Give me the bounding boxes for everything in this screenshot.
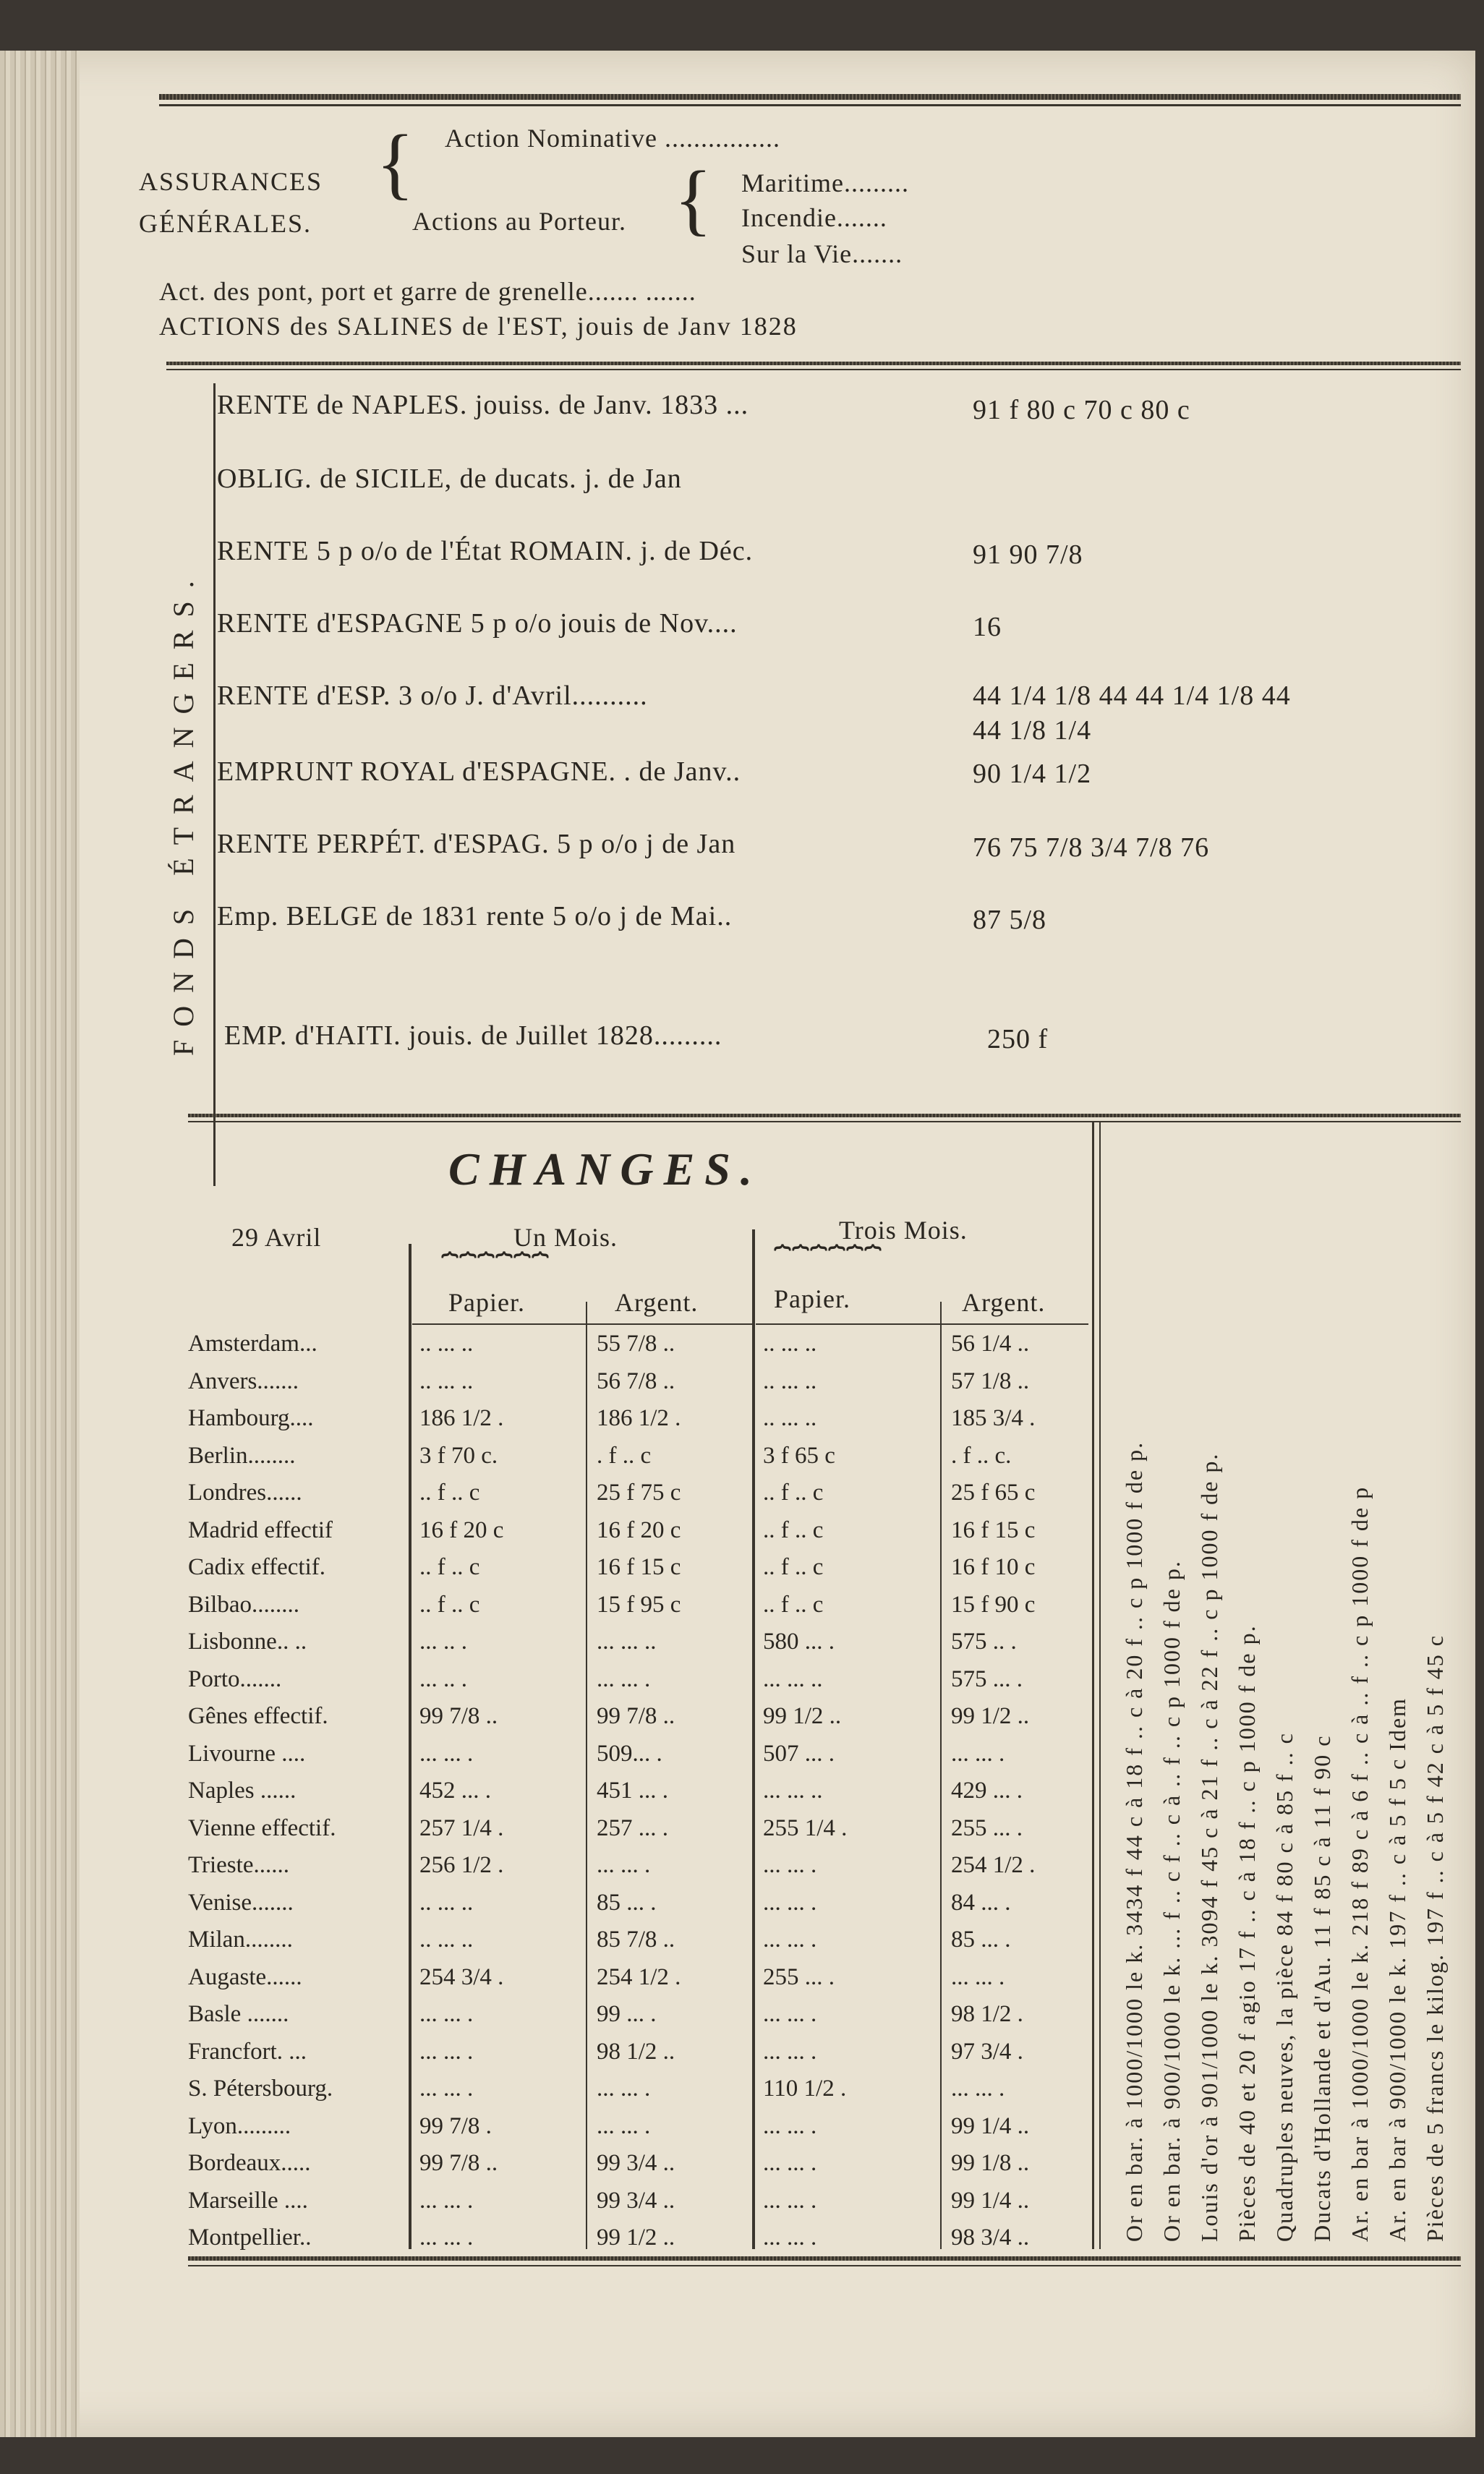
metal-line: Or en bar. à 1000/1000 le k. 3434 f 44 c à 18 f .. c à 20 f .. c p 1000 f de p. [1121,1441,1147,2242]
rate-papier-1: 99 7/8 . [419,2112,492,2139]
rate-papier-3: ... ... . [763,2187,817,2214]
rate-city: Madrid effectif [188,1517,333,1543]
changes-top-thin [188,1121,1461,1122]
rate-city: Bilbao........ [188,1591,299,1618]
rate-city: Venise....... [188,1889,294,1916]
rate-papier-3: .. ... .. [763,1368,817,1394]
sub-maritime: Maritime......... [741,169,909,197]
metal-line: Ar. en bar à 1000/1000 le k. 218 f 89 c à 6 f .. c à .. f .. c p 1000 f de p [1347,1485,1373,2242]
rate-papier-3: ... ... . [763,2112,817,2139]
rate-papier-1: .. ... .. [419,1368,474,1394]
fonds-row-1-name: RENTE de NAPLES. jouiss. de Janv. 1833 ... [217,390,749,420]
metal-line: Louis d'or à 901/1000 le k. 3094 f 45 c à 21 f .. c à 22 f .. c p 1000 f de p. [1196,1452,1222,2242]
brace-porteur: { [674,155,713,243]
rate-city: Anvers....... [188,1368,299,1394]
rate-papier-3: ... ... . [763,1889,817,1916]
rate-argent-1: 55 7/8 .. [597,1331,675,1357]
sub-incendie: Incendie....... [741,203,887,232]
rate-papier-1: .. f .. c [419,1480,480,1506]
rate-city: Livourne .... [188,1740,306,1767]
rate-papier-1: 99 7/8 .. [419,1703,498,1729]
fonds-row-9-name: EMP. d'HAITI. jouis. de Juillet 1828......... [224,1020,722,1051]
rate-papier-3: 255 ... . [763,1963,835,1990]
rate-city: Berlin........ [188,1442,296,1469]
rate-argent-3: 98 3/4 .. [951,2225,1030,2251]
rate-argent-1: 451 ... . [597,1778,668,1804]
rate-argent-1: ... ... . [597,1852,651,1878]
rate-papier-3: .. ... .. [763,1405,817,1431]
rate-papier-3: ... ... . [763,1927,817,1953]
rate-argent-1: 99 3/4 .. [597,2187,675,2214]
rate-argent-1: 99 ... . [597,2001,657,2027]
rate-argent-3: 99 1/2 .. [951,1703,1030,1729]
rate-papier-1: 256 1/2 . [419,1852,504,1878]
col-sep-1 [409,1244,411,2249]
rate-argent-3: 85 ... . [951,1927,1011,1953]
rate-argent-1: ... ... . [597,2076,651,2102]
rate-papier-1: ... .. . [419,1629,467,1655]
rate-argent-3: 98 1/2 . [951,2001,1023,2027]
rate-argent-3: 97 3/4 . [951,2038,1023,2065]
rate-argent-3: . f .. c. [951,1442,1012,1469]
rate-argent-3: 185 3/4 . [951,1405,1036,1431]
rate-argent-1: 15 f 95 c [597,1591,681,1618]
rate-argent-1: . f .. c [597,1442,652,1469]
action-nominative: Action Nominative ................ [445,124,780,153]
metal-line: Quadruples neuves, la pièce 84 f 80 c à 85 f .. c [1271,1732,1297,2242]
rate-argent-3: 254 1/2 . [951,1852,1036,1878]
rate-argent-1: ... ... . [597,1665,651,1692]
rate-papier-1: 99 7/8 .. [419,2150,498,2176]
rate-city: Augaste...... [188,1963,302,1990]
rate-papier-3: .. f .. c [763,1517,824,1543]
rate-city: Milan........ [188,1927,293,1953]
un-mois-header: Un Mois. [513,1223,618,1252]
fonds-row-6-value: 90 1/4 1/2 [973,759,1092,789]
assurances-label: ASSURANCES [139,167,323,196]
rate-papier-1: 16 f 20 c [419,1517,504,1543]
rate-papier-3: 580 ... . [763,1629,835,1655]
rate-argent-1: 257 ... . [597,1814,668,1841]
metal-line: Pièces de 5 francs le kilog. 197 f .. c à 5 f 42 c à 5 f 45 c [1422,1634,1448,2242]
rate-city: Francfort. ... [188,2038,307,2065]
rate-city: Montpellier.. [188,2225,312,2251]
rate-papier-1: 186 1/2 . [419,1405,504,1431]
header-under-rule-1 [412,1323,752,1325]
top-thin-rule [159,104,1461,106]
rate-argent-3: 99 1/4 .. [951,2112,1030,2139]
rate-papier-1: 254 3/4 . [419,1963,504,1990]
rate-papier-1: .. ... .. [419,1331,474,1357]
rate-papier-3: .. f .. c [763,1554,824,1580]
rate-papier-1: 452 ... . [419,1778,491,1804]
rate-city: Lyon......... [188,2112,291,2139]
rate-argent-3: ... ... . [951,1740,1005,1767]
rate-argent-1: 25 f 75 c [597,1480,681,1506]
rate-papier-3: 507 ... . [763,1740,835,1767]
rate-argent-3: 255 ... . [951,1814,1023,1841]
bottom-thin-rule [188,2265,1461,2266]
act-pont: Act. des pont, port et garre de grenelle....... ....... [159,277,696,306]
rate-argent-1: 85 7/8 .. [597,1927,675,1953]
trois-mois-header: Trois Mois. [839,1216,968,1245]
rate-papier-3: ... ... . [763,2001,817,2027]
rate-papier-1: .. f .. c [419,1591,480,1618]
metal-line: Ar. en bar à 900/1000 le k. 197 f .. c à 5 f 5 c Idem [1384,1697,1410,2242]
rate-argent-1: 16 f 20 c [597,1517,681,1543]
rate-papier-1: ... ... . [419,2038,474,2065]
rate-papier-3: 110 1/2 . [763,2076,847,2102]
rate-argent-1: 99 3/4 .. [597,2150,675,2176]
fonds-row-5-value: 44 1/4 1/8 44 44 1/4 1/8 44 [973,681,1291,711]
rate-city: Trieste...... [188,1852,289,1878]
rate-papier-3: 3 f 65 c [763,1442,835,1469]
changes-title: CHANGES. [448,1143,762,1195]
rate-argent-1: 99 7/8 .. [597,1703,675,1729]
rate-argent-3: ... ... . [951,1963,1005,1990]
rate-argent-3: 99 1/4 .. [951,2187,1030,2214]
rate-argent-3: 575 .. . [951,1629,1017,1655]
rate-papier-3: 255 1/4 . [763,1814,848,1841]
fonds-row-9-value: 250 f [987,1024,1049,1054]
papier-3-header: Papier. [774,1284,850,1313]
rate-city: Londres...... [188,1480,302,1506]
fonds-left-rule [213,383,216,1186]
rate-city: Amsterdam... [188,1331,317,1357]
rate-papier-1: ... .. . [419,1665,467,1692]
rate-argent-1: 186 1/2 . [597,1405,681,1431]
rate-city: Hambourg.... [188,1405,314,1431]
fonds-row-4-value: 16 [973,612,1002,642]
rate-argent-3: 56 1/4 .. [951,1331,1030,1357]
brace-left: { [376,119,415,207]
papier-1-header: Papier. [448,1288,525,1317]
col-sep-3 [752,1229,755,2249]
generales-label: GÉNÉRALES. [139,209,312,238]
rate-papier-1: 257 1/4 . [419,1814,504,1841]
fonds-row-5-name: RENTE d'ESP. 3 o/o J. d'Avril.......... [217,681,648,711]
rate-argent-3: 57 1/8 .. [951,1368,1030,1394]
rate-papier-1: ... ... . [419,2076,474,2102]
bottom-rule [188,2256,1461,2261]
rate-papier-1: ... ... . [419,2187,474,2214]
rate-papier-1: ... ... . [419,2225,474,2251]
col-sep-metals-1 [1092,1121,1094,2249]
rate-city: Porto....... [188,1665,282,1692]
rate-papier-1: ... ... . [419,2001,474,2027]
rate-argent-1: 99 1/2 .. [597,2225,675,2251]
actions-porteur: Actions au Porteur. [412,207,626,236]
rate-city: Vienne effectif. [188,1814,336,1841]
rate-argent-1: ... ... .. [597,1629,657,1655]
rate-papier-3: ... ... .. [763,1665,823,1692]
col-sep-metals-2 [1099,1121,1101,2249]
actions-salines: ACTIONS des SALINES de l'EST, jouis de Janv 1828 [159,312,798,341]
rate-city: Bordeaux..... [188,2150,311,2176]
fonds-row-3-value: 91 90 7/8 [973,539,1083,570]
document-frame [123,87,1461,2358]
trois-mois-brace: ⏞⏞⏞⏞⏞⏞ [774,1245,882,1277]
rate-city: Marseille .... [188,2187,308,2214]
metal-line: Ducats d'Hollande et d'Au. 11 f 85 c à 11 f 90 c [1309,1734,1335,2242]
argent-3-header: Argent. [962,1288,1046,1317]
rate-argent-3: 16 f 15 c [951,1517,1036,1543]
rate-argent-1: 254 1/2 . [597,1963,681,1990]
fonds-row-3-name: RENTE 5 p o/o de l'État ROMAIN. j. de Déc. [217,536,754,566]
rate-papier-3: .. ... .. [763,1331,817,1357]
fonds-row-7-name: RENTE PERPÉT. d'ESPAG. 5 p o/o j de Jan [217,829,736,859]
sub-vie: Sur la Vie....... [741,239,903,268]
rate-city: S. Pétersbourg. [188,2076,333,2102]
rate-argent-1: 98 1/2 .. [597,2038,675,2065]
rate-argent-3: 575 ... . [951,1665,1023,1692]
top-rule [159,94,1461,100]
rate-city: Cadix effectif. [188,1554,325,1580]
rate-papier-1: .. ... .. [419,1889,474,1916]
fonds-row-7-value: 76 75 7/8 3/4 7/8 76 [973,832,1210,863]
metal-line: Pièces de 40 et 20 f agio 17 f .. c à 18 f .. c p 1000 f de p. [1234,1624,1260,2242]
rate-city: Naples ...... [188,1778,297,1804]
rate-papier-1: 3 f 70 c. [419,1442,498,1469]
fonds-row-2-name: OBLIG. de SICILE, de ducats. j. de Jan [217,464,682,494]
rate-papier-3: 99 1/2 .. [763,1703,842,1729]
fonds-row-4-name: RENTE d'ESPAGNE 5 p o/o jouis de Nov.... [217,608,738,639]
rate-argent-3: ... ... . [951,2076,1005,2102]
changes-date: 29 Avril [231,1223,322,1252]
rate-papier-3: ... ... . [763,1852,817,1878]
rate-city: Basle ....... [188,2001,289,2027]
rate-papier-1: .. ... .. [419,1927,474,1953]
rate-argent-3: 429 ... . [951,1778,1023,1804]
metal-line: Or en bar. à 900/1000 le k. ... f .. c f .. c à .. f .. c p 1000 f de p. [1159,1560,1185,2242]
col-sep-2 [586,1302,587,2249]
rate-argent-3: 99 1/8 .. [951,2150,1030,2176]
page-edge [0,51,80,2437]
rate-papier-3: .. f .. c [763,1480,824,1506]
fonds-top-thin [166,369,1461,370]
fonds-top-rule [166,362,1461,365]
rate-argent-3: 15 f 90 c [951,1591,1036,1618]
fonds-row-6-name: EMPRUNT ROYAL d'ESPAGNE. . de Janv.. [217,756,741,787]
fonds-etrangers-label: FONDS ÉTRANGERS. [167,568,200,1056]
rate-argent-1: ... ... . [597,2112,651,2139]
rate-argent-1: 56 7/8 .. [597,1368,675,1394]
rate-papier-1: ... ... . [419,1740,474,1767]
changes-top-rule [188,1114,1461,1117]
rate-papier-3: ... ... .. [763,1778,823,1804]
rate-papier-3: ... ... . [763,2038,817,2065]
rate-argent-1: 509... . [597,1740,662,1767]
rate-argent-1: 16 f 15 c [597,1554,681,1580]
rate-argent-3: 25 f 65 c [951,1480,1036,1506]
rate-city: Gênes effectif. [188,1703,328,1729]
fonds-row-8-value: 87 5/8 [973,905,1047,935]
col-sep-4 [940,1302,942,2249]
un-mois-brace: ⏞⏞⏞⏞⏞⏞ [441,1252,550,1284]
rate-argent-3: 16 f 10 c [951,1554,1036,1580]
fonds-row-5-value-cont: 44 1/8 1/4 [973,715,1092,746]
header-under-rule-2 [756,1323,1088,1325]
rate-papier-3: ... ... . [763,2150,817,2176]
fonds-row-8-name: Emp. BELGE de 1831 rente 5 o/o j de Mai.. [217,901,733,931]
rate-papier-1: .. f .. c [419,1554,480,1580]
argent-1-header: Argent. [615,1288,699,1317]
rate-argent-1: 85 ... . [597,1889,657,1916]
rate-city: Lisbonne.. .. [188,1629,307,1655]
rate-papier-3: .. f .. c [763,1591,824,1618]
rate-papier-3: ... ... . [763,2225,817,2251]
rate-argent-3: 84 ... . [951,1889,1011,1916]
fonds-row-1-value: 91 f 80 c 70 c 80 c [973,395,1190,425]
